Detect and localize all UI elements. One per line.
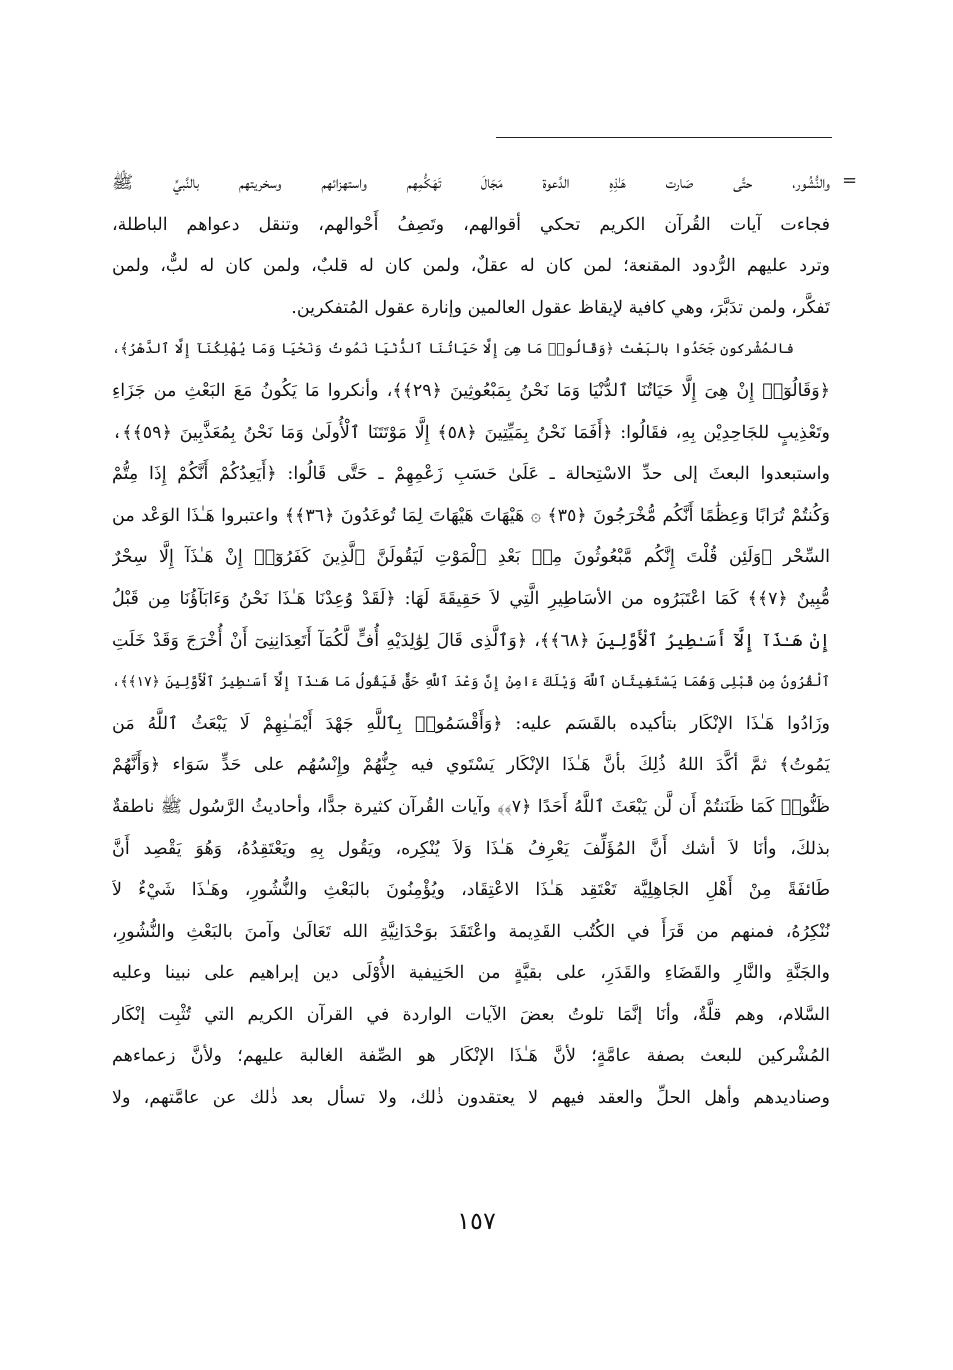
text-line: وَكُنتُمْ تُرَابًا وَعِظَٰمًا أَنَّكُم مُّخْرَجُونَ ﴿٣٥﴾ ۞ هَيْهَاتَ هَيْهَاتَ لِمَا تُوعَدُونَ ﴿٣٦﴾﴾ واعتبروا هَـٰذَا الوَعْد من xyxy=(112,505,830,526)
text-line: ظَنُّوا۟ كَمَا ظَنَنتُمْ أَن لَّن يَبْعَثَ ٱللَّهُ أَحَدًا ﴿٧﴾﴾ وآيات القُرآن كثيرة جدًّا، وأحاديثُ الرَّسُول ﷺ ناطقةٌ xyxy=(112,796,830,817)
header-rule xyxy=(496,137,832,138)
text-line: بذلكَ، وأنَا لاَ أشك أَنَّ المُؤَلِّفَ يَعْرِفُ هَـٰذَا وَلاَ يُنْكِره، ويَقُول بِهِ ويَعْتَقِدُهُ، وَهُوَ يَقْصِد أَنَّ xyxy=(112,838,830,859)
text-line: فالمُشْركون جَحَدُوا بالبَعْث ﴿وَقَالُوا۟ مَا هِىَ إِلَّا حَيَاتُنَا ٱلدُّنْيَا نَمُوتُ وَنَحْيَا وَمَا يُهْلِكُنَآ إِلَّا ٱلدَّهْرُ﴾، xyxy=(112,341,794,358)
text-line: المُشْركين للبعث بصفة عامَّةٍ؛ لأنَّ هَـٰذَا الإنْكَار هو الصِّفة الغالبة عليهم؛ ولأنَّ زعماءهم xyxy=(112,1046,830,1067)
text-line: السِّحْر ﴿وَلَئِن قُلْتَ إِنَّكُم مَّبْعُوثُونَ مِنۢ بَعْدِ ٱلْمَوْتِ لَيَقُولَنَّ ٱلَّذِينَ كَفَرُوٓا۟ إِنْ هَـٰذَآ إِلَّا سِحْرٌ xyxy=(112,547,830,568)
text-line: وتَعْذِيبٍ للجَاحِدِيْن بِهِ، فقَالُوا: ﴿أَفَمَا نَحْنُ بِمَيِّتِينَ ﴿٥٨﴾ إِلَّا مَوْتَتَنَا ٱلْأُولَىٰ وَمَا نَحْنُ بِمُعَذَّبِينَ ﴿٥٩﴾﴾، xyxy=(112,422,830,443)
text-line: تَفكَّر، ولمن تدَبَّرَ، وهي كافية لإيقاظ عقول العالمين وإنارة عقول المُتفكرين. xyxy=(291,297,830,318)
text-line: يَمُوتُ﴾ ثمَّ أكَّدَ اللهُ ذُلِكَ بأنَّ هَـٰذَا الإنْكَار يَسْتَوي فيه جِنُّهُمْ وإِنْسُهُم على حَدٍّ سَوَاء ﴿وَأَنَّهُمْ xyxy=(112,755,830,776)
text-line: والجَنَّةِ والنَّارِ والقَضَاءِ والقَدَرِ، على بقيَّةٍ من الحَنِيفية الأُوْلَى دين إبراهيم على نبينا وعليه xyxy=(112,963,830,984)
text-line: وزَادُوا هَـٰذَا الإنْكَار بتأكيده بالقَسَم عليه: ﴿وَأَقْسَمُوا۟ بِٱللَّهِ جَهْدَ أَيْمَـٰنِهِمْ لَا يَبْعَثُ ٱللَّهُ مَن xyxy=(112,713,830,734)
text-line: مُّبِينٌ ﴿٧﴾﴾ كَمَا اعْتَبَرُوه من الأسَاطِيرِ الَّتِي لاَ حَقِيقَةَ لَهَا: ﴿لَقَدْ وُعِدْنَا هَـٰذَا نَحْنُ وَءَابَآؤُنَا مِن قَبْلُ xyxy=(112,588,830,609)
text-line: نُنْكِرُهُ، فمنهم من قَرَأَ في الكُتُب القَدِيمة واعْتَقَدَ بوَحْدَانِيَّةِ الله تَعَالَىٰ وآمنَ بالبَعْثِ والنُّشُورِ، xyxy=(112,921,830,942)
text-line: السَّلام، وهم قلَّةٌ، وأنَا إنَّمَا تلوتُ بعضَ الآيات الواردة في القرآن الكريم التي تُثْبِت إنْكَار xyxy=(112,1004,830,1025)
page-number: ١٥٧ xyxy=(457,1207,496,1235)
text-line: والنُّشُور، حتَّى صَارت هَـٰذِهِ الدَّعوة مَجَالَ تَهَكُّمِهم واستهزائهم وسخريتهم بالنَّبيِّ ﷺ xyxy=(112,173,830,193)
text-line: ﴿وَقَالُوٓا۟ إِنْ هِىَ إِلَّا حَيَاتُنَا ٱلدُّنْيَا وَمَا نَحْنُ بِمَبْعُوثِينَ ﴿٢٩﴾﴾، وأنكروا مَا يَكُونُ مَعَ البَعْثِ من جَزَاءِ xyxy=(112,380,830,401)
text-line: إِنْ هَـٰذَآ إِلَّآ أَسَـٰطِيرُ ٱلْأَوَّلِينَ ﴿٦٨﴾﴾، ﴿وَٱلَّذِى قَالَ لِوَٰلِدَيْهِ أُفٍّ لَّكُمَآ أَتَعِدَانِنِىٓ أَنْ أُخْرَجَ وَقَدْ خَلَتِ xyxy=(112,630,830,651)
text-line: واستبعدوا البعثَ إلى حدِّ الاسْتِحالة ـ عَلَىٰ حَسَبِ زَعْمِهِمْ ـ حَتَّى قَالُوا: ﴿أَيَعِدُكُمْ أَنَّكُمْ إِذَا مِتُّمْ xyxy=(112,464,830,485)
text-line: ٱلْقُرُونُ مِن قَبْلِى وَهُمَا يَسْتَغِيثَانِ ٱللَّهَ وَيْلَكَ ءَامِنْ إِنَّ وَعْدَ ٱللَّهِ حَقٌّ فَيَقُولُ مَا هَـٰذَآ إِلَّآ أَسَـٰطِيرُ ٱلْأَوَّلِينَ ﴿١٧﴾﴾، xyxy=(112,674,830,691)
text-line: طَائفَةً مِنْ أَهْلِ الجَاهِلِيَّة تَعْتَقِد هَـٰذَا الاعْتِقَاد، ويُؤْمِنُونَ بالبَعْثِ والنُّشُورِ، وهَـٰذَا شَيْءٌ لاَ xyxy=(112,880,830,901)
text-line: فجاءت آيات القُرآن الكريم تحكي أقوالهم، وتَصِفُ أَحْوالهم، وتنقل دعواهم الباطلة، xyxy=(112,214,830,235)
body-text xyxy=(112,163,830,1120)
text-line: وترد عليهم الرُّدود المقنعة؛ لمن كان له عقلٌ، ولمن كان له قلبٌ، ولمن كان له لبٌّ، ولمن xyxy=(112,256,830,277)
text-line: وصناديدهم وأهل الحلِّ والعقد فيهم لا يعتقدون ذٰلك، ولا تسأل بعد ذٰلك عن عامَّتهم، ولا xyxy=(112,1088,830,1109)
margin-mark: = xyxy=(842,170,858,191)
